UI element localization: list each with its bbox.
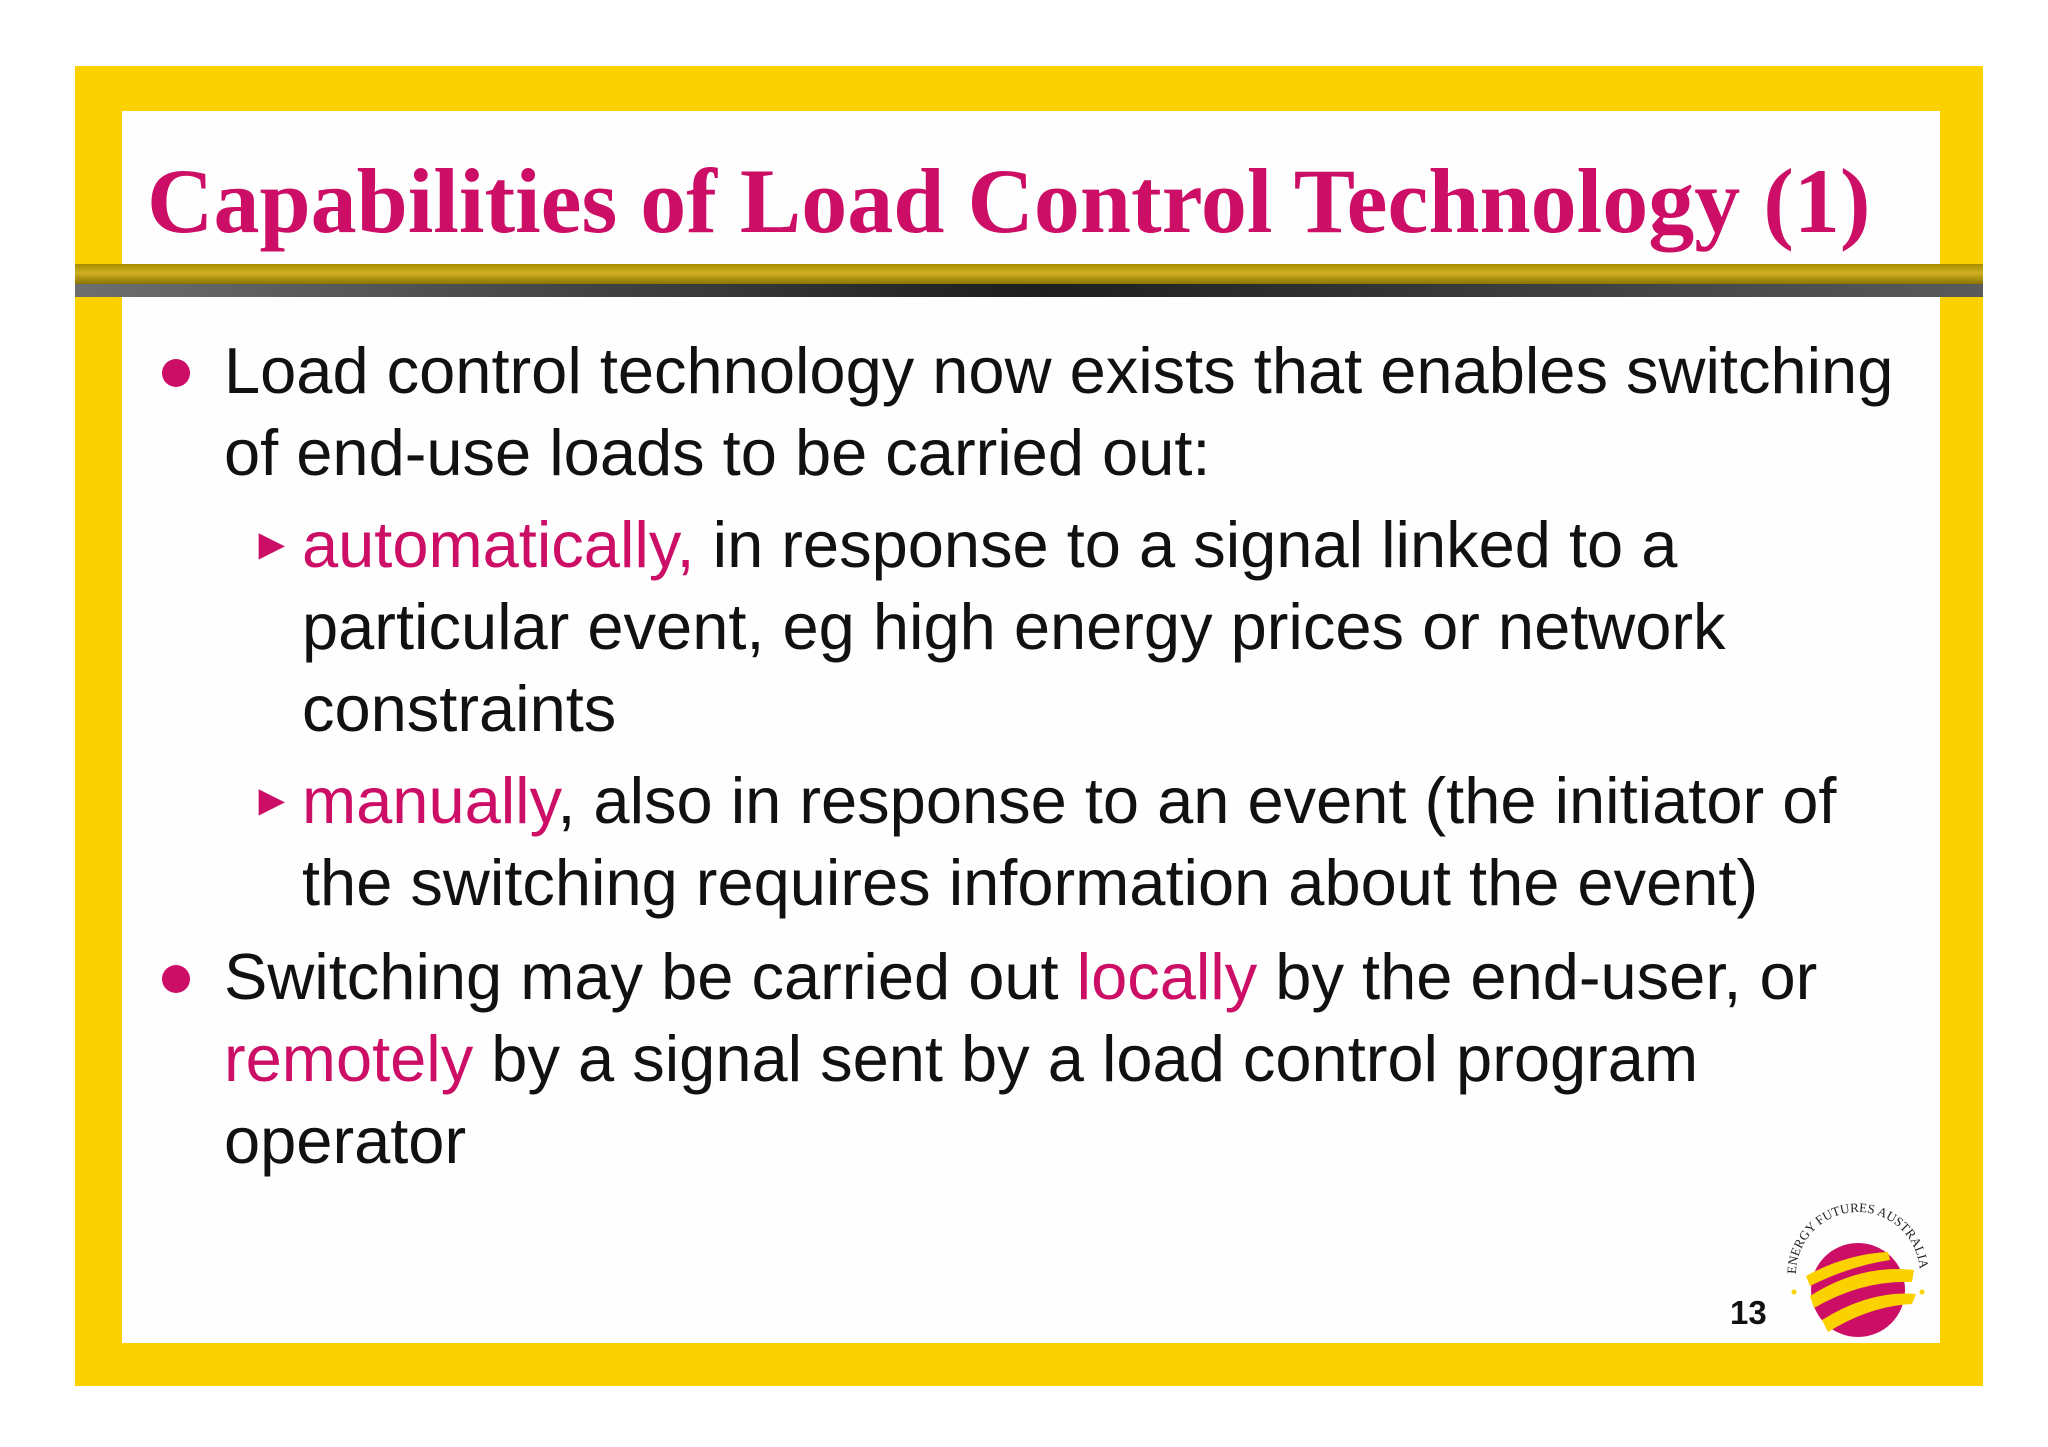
highlight-text: locally: [1076, 940, 1258, 1013]
bullet-text: by a signal sent by a load control program operator: [224, 1022, 1699, 1177]
sub-bullet-item-1: [160, 504, 1900, 750]
bullet-text: by the end-user, or: [1257, 940, 1818, 1013]
logo-text: ENERGY FUTURES AUSTRALIA: [1783, 1200, 1932, 1275]
title-rule-dark: [75, 284, 1983, 297]
sub-bullet-text: in response to a signal linked to a particular event, eg high energy prices or network constraints: [302, 508, 1726, 745]
energy-futures-australia-logo-icon: [1770, 1200, 1940, 1360]
title-rule-gold: [75, 264, 1983, 284]
triangle-arrow-icon: ►: [250, 520, 294, 569]
page-number: 13: [1730, 1294, 1767, 1331]
slide-body: [160, 330, 1900, 1182]
highlight-text: remotely: [224, 1022, 474, 1095]
bullet-dot-icon: [162, 359, 190, 387]
sub-bullet-item-2: [160, 760, 1900, 924]
bullet-item-1: [160, 330, 1900, 494]
bullet-item-2: [160, 936, 1900, 1182]
bullet-text: Load control technology now exists that enables switching of end-use loads to be carried out:: [224, 334, 1894, 489]
slide-title: Capabilities of Load Control Technology (1): [147, 150, 1871, 252]
bullet-text: Switching may be carried out: [224, 940, 1077, 1013]
bullet-dot-icon: [162, 965, 190, 993]
highlight-text: automatically,: [302, 508, 695, 581]
sub-bullet-text: , also in response to an event (the initiator of the switching requires information about the event): [302, 764, 1837, 919]
triangle-arrow-icon: ►: [250, 776, 294, 825]
highlight-text: manually: [302, 764, 558, 837]
